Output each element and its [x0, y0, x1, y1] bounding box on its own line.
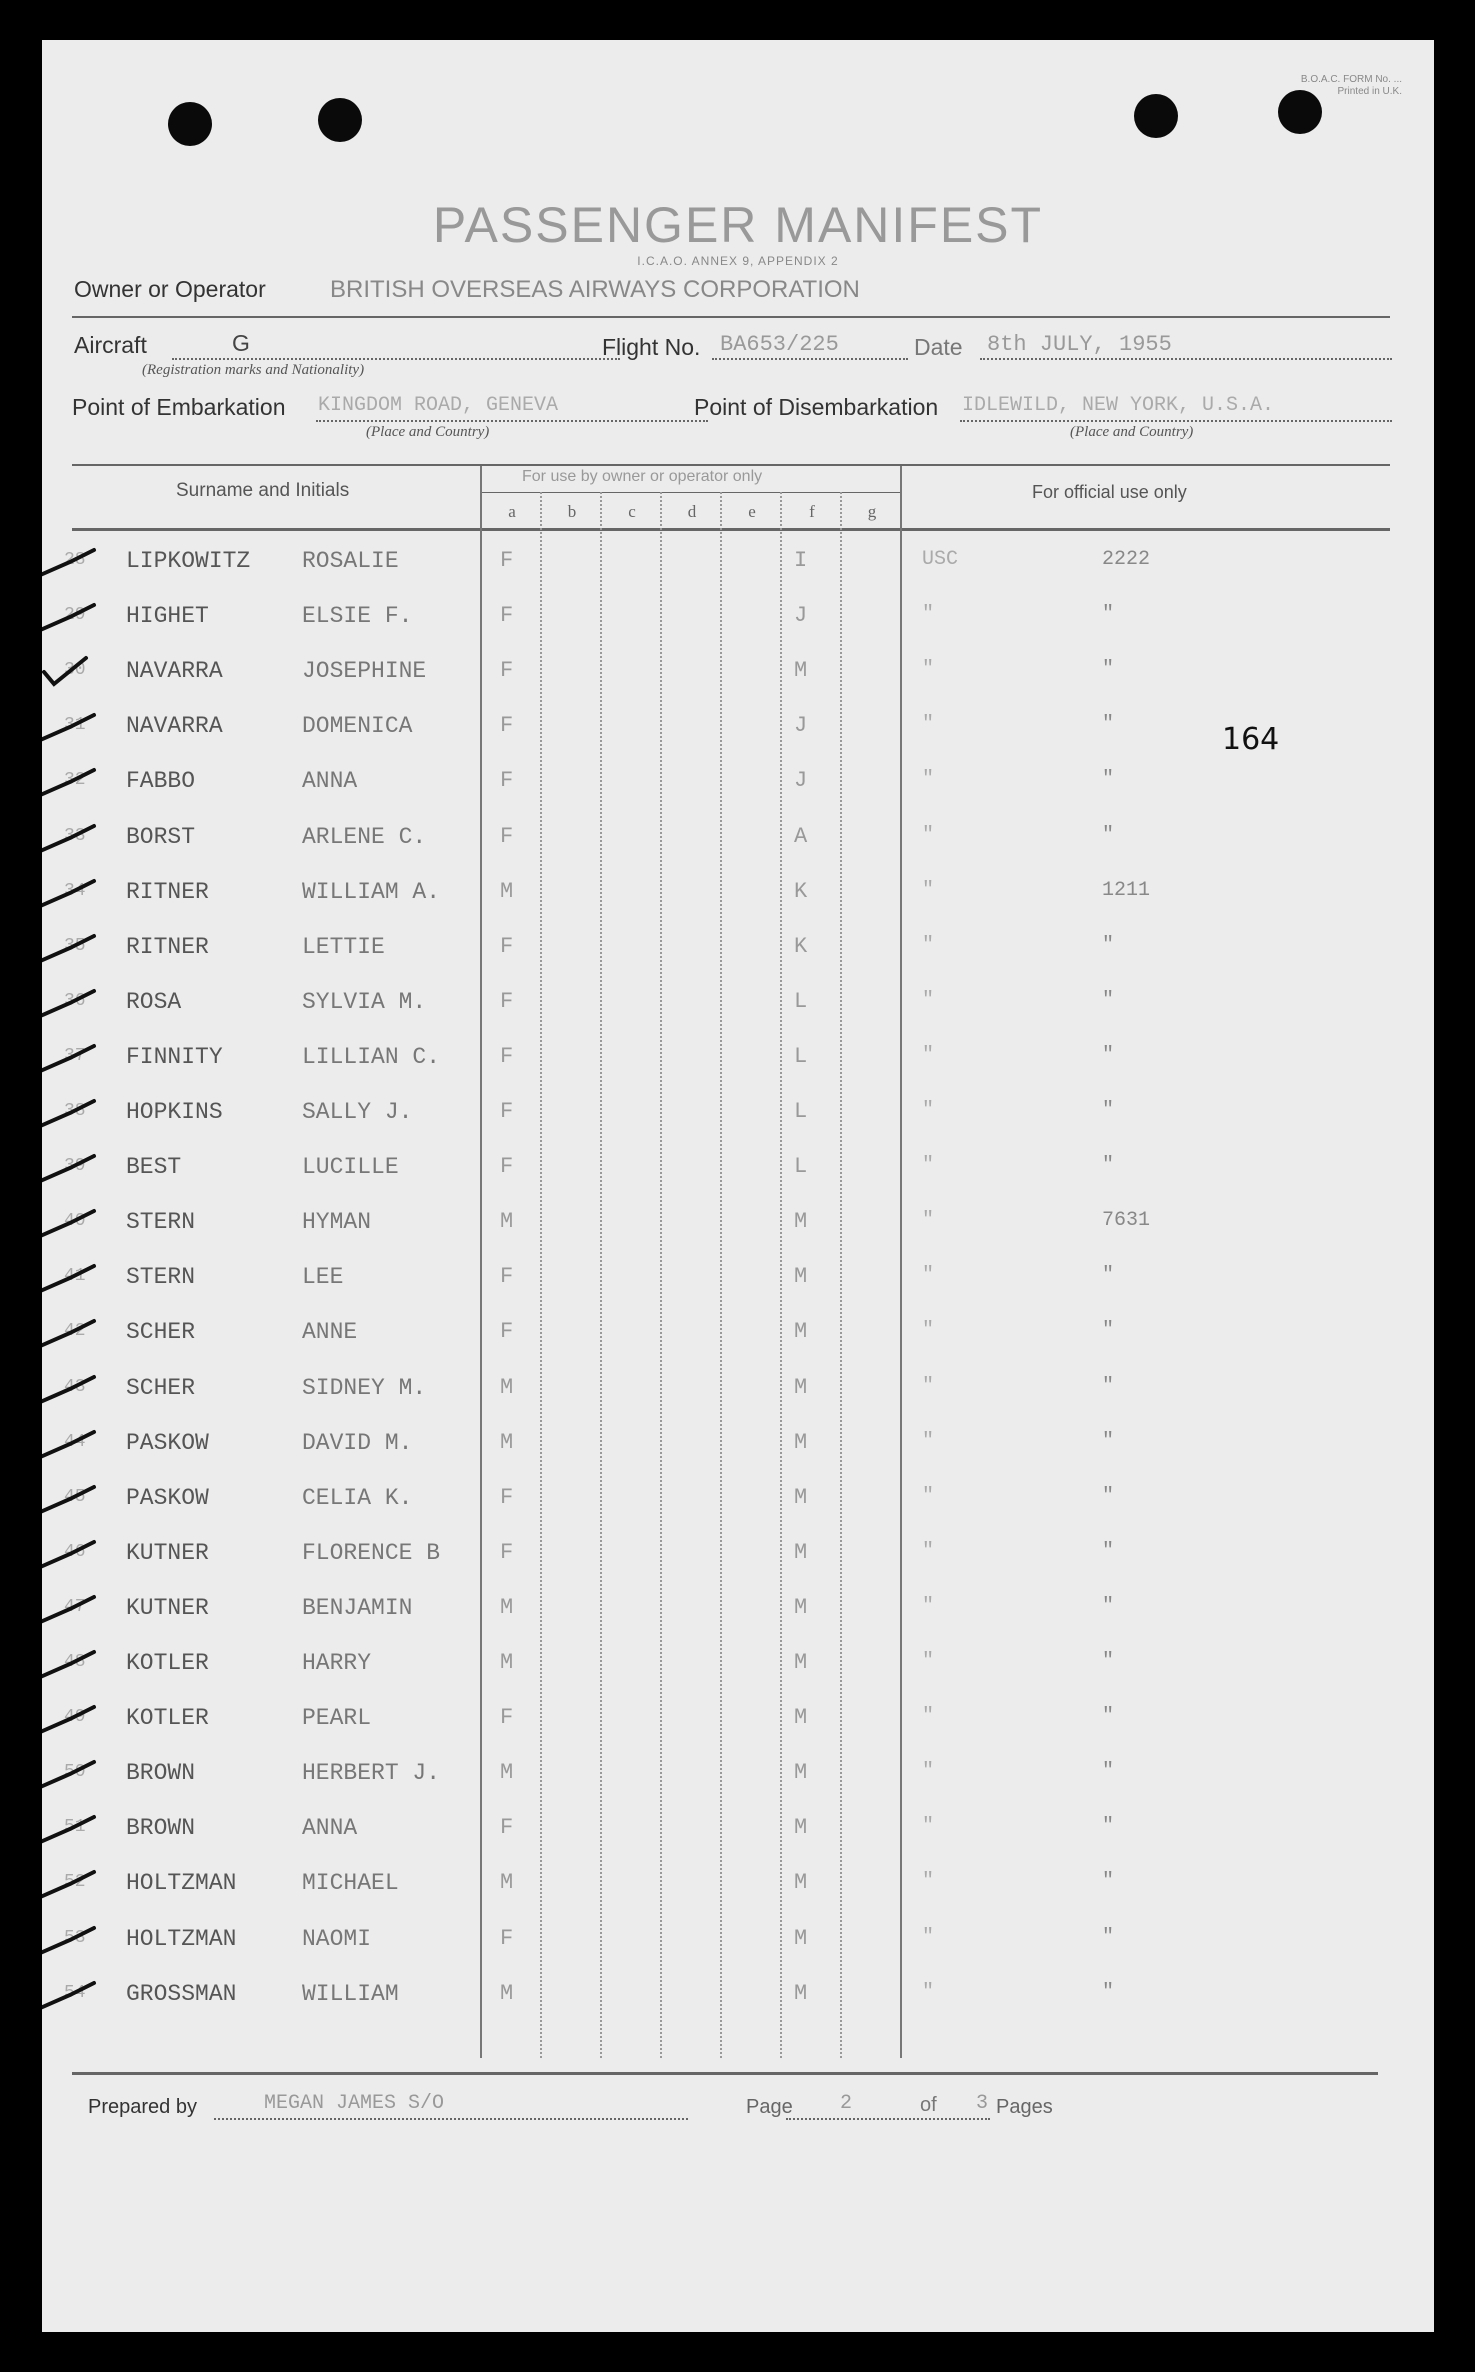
page-title: PASSENGER MANIFEST: [432, 197, 1044, 253]
official-code-2: ": [1102, 1870, 1115, 1894]
disembark-label: Point of Disembarkation: [694, 394, 939, 420]
passenger-sex: F: [500, 1539, 514, 1565]
passenger-class-f: M: [794, 1429, 808, 1455]
aircraft-rule: [172, 358, 620, 360]
passenger-surname: FINNITY: [126, 1043, 223, 1070]
official-code-2: ": [1102, 1374, 1115, 1398]
check-mark-icon: [42, 1589, 100, 1629]
passenger-class-f: M: [794, 1650, 808, 1675]
table-row: [42, 1252, 1434, 1307]
passenger-initials: JOSEPHINE: [302, 658, 427, 685]
passenger-surname: STERN: [126, 1264, 196, 1291]
col-owner-header: For use by owner or operator only: [522, 468, 763, 485]
passenger-sex: F: [500, 1319, 514, 1345]
row-number: 46: [64, 1541, 86, 1562]
passenger-surname: BORST: [126, 823, 196, 850]
table-row: [42, 1307, 1434, 1362]
official-code-1: USC: [922, 548, 959, 571]
check-mark-icon: [42, 1148, 100, 1188]
official-code-1: ": [922, 768, 935, 792]
passenger-class-f: M: [794, 1760, 808, 1786]
passenger-initials: SIDNEY M.: [302, 1374, 427, 1401]
passenger-initials: HERBERT J.: [302, 1760, 441, 1787]
official-code-1: ": [922, 1539, 935, 1563]
official-code-2: ": [1102, 1815, 1115, 1839]
official-code-1: ": [922, 878, 935, 902]
check-mark-icon: [42, 1644, 100, 1684]
pages-label: Pages: [996, 2096, 1053, 2118]
passenger-surname: RITNER: [126, 878, 209, 905]
passenger-surname: FABBO: [126, 768, 196, 795]
row-number: 29: [64, 605, 86, 626]
passenger-initials: BENJAMIN: [302, 1594, 413, 1621]
row-number: 48: [64, 1652, 86, 1672]
official-code-1: ": [922, 603, 935, 627]
row-number: 43: [64, 1376, 86, 1397]
punch-hole-3: [1134, 94, 1178, 138]
official-code-1: ": [922, 1374, 935, 1398]
passenger-class-f: L: [794, 988, 808, 1014]
passenger-sex: F: [500, 1705, 514, 1731]
passenger-surname: NAVARRA: [126, 713, 223, 740]
passenger-initials: WILLIAM: [302, 1980, 399, 2007]
passenger-surname: KUTNER: [126, 1539, 209, 1566]
prepared-rule: [214, 2118, 688, 2120]
passenger-sex: F: [500, 1264, 514, 1290]
table-row: [42, 1803, 1434, 1858]
official-code-1: ": [922, 1154, 935, 1178]
passenger-surname: GROSSMAN: [126, 1980, 237, 2007]
official-code-1: ": [922, 1319, 935, 1343]
passenger-sex: F: [500, 713, 514, 739]
row-number: 39: [64, 1156, 86, 1177]
passenger-initials: PEARL: [302, 1705, 372, 1732]
table-row: [42, 1473, 1434, 1528]
aircraft-sub: (Registration marks and Nationality): [142, 362, 365, 378]
table-row: [42, 1583, 1434, 1638]
row-number: 35: [64, 935, 86, 956]
passenger-class-f: K: [794, 933, 808, 959]
passenger-initials: SYLVIA M.: [302, 988, 427, 1015]
date-value: 8th JULY, 1955: [987, 332, 1172, 357]
aircraft-label: Aircraft: [74, 332, 147, 358]
row-number: 47: [64, 1596, 86, 1617]
official-code-1: ": [922, 1429, 935, 1453]
table-row: [42, 756, 1434, 811]
table-row: [42, 1914, 1434, 1969]
check-mark-icon: [42, 1864, 100, 1904]
check-mark-icon: [42, 983, 100, 1023]
official-code-2: ": [1102, 1925, 1115, 1949]
passenger-initials: LEE: [302, 1264, 344, 1291]
passenger-initials: SALLY J.: [302, 1099, 413, 1125]
row-number: 30: [64, 660, 86, 681]
margin-note: 164: [1222, 722, 1280, 757]
check-mark-icon: [42, 1975, 100, 2015]
table-row: [42, 1418, 1434, 1473]
row-number: 42: [64, 1321, 86, 1342]
passenger-surname: NAVARRA: [126, 658, 223, 685]
passenger-initials: ANNA: [302, 768, 358, 795]
passenger-surname: PASKOW: [126, 1429, 209, 1456]
passenger-class-f: L: [794, 1043, 808, 1069]
passenger-surname: HOPKINS: [126, 1099, 223, 1125]
official-code-2: ": [1102, 603, 1115, 627]
row-number: 34: [64, 880, 86, 901]
check-mark-icon: [42, 1369, 100, 1409]
row-number: 36: [64, 990, 86, 1011]
official-code-1: ": [922, 1760, 935, 1784]
check-mark-icon: [42, 1203, 100, 1243]
passenger-class-f: M: [794, 1374, 808, 1400]
check-mark-icon: [42, 1258, 100, 1298]
official-code-2: ": [1102, 1319, 1115, 1343]
table-row: [42, 1142, 1434, 1197]
official-code-2: ": [1102, 768, 1115, 792]
check-mark-icon: [42, 1699, 100, 1739]
col-surname-header: Surname and Initials: [176, 480, 350, 501]
check-mark-icon: [42, 597, 100, 637]
row-number: 33: [64, 825, 86, 846]
passenger-initials: ELSIE F.: [302, 603, 413, 630]
owner-rule: [72, 316, 1390, 318]
official-code-2: ": [1102, 1043, 1115, 1067]
table-row: [42, 922, 1434, 977]
passenger-initials: MICHAEL: [302, 1870, 399, 1897]
passenger-initials: HARRY: [302, 1650, 372, 1676]
aircraft-value: G: [232, 330, 250, 356]
table-row: [42, 1032, 1434, 1087]
row-number: 28: [64, 550, 86, 570]
col-official-header: For official use only: [1032, 482, 1187, 502]
embark-sub: (Place and Country): [366, 424, 490, 440]
passenger-sex: F: [500, 603, 514, 629]
official-code-2: ": [1102, 988, 1115, 1012]
owner-label: Owner or Operator: [74, 276, 266, 302]
of-label: of: [920, 2094, 937, 2116]
passenger-initials: LUCILLE: [302, 1154, 399, 1181]
passenger-sex: F: [500, 988, 514, 1014]
passenger-initials: HYMAN: [302, 1209, 372, 1236]
check-mark-icon: [42, 762, 100, 802]
passenger-sex: F: [500, 933, 514, 959]
table-row: [42, 591, 1434, 646]
passenger-sex: M: [500, 1870, 514, 1896]
row-number: 51: [64, 1817, 86, 1838]
passenger-class-f: M: [794, 1484, 808, 1510]
check-mark-icon: [42, 1809, 100, 1849]
page-label: Page: [746, 2096, 793, 2118]
row-number: 52: [64, 1872, 86, 1893]
official-code-1: ": [922, 1925, 935, 1949]
row-number: 32: [64, 770, 86, 791]
official-code-1: ": [922, 1705, 935, 1729]
check-mark-icon: [42, 542, 100, 582]
check-mark-icon: [42, 1424, 100, 1464]
official-code-2: ": [1102, 713, 1115, 737]
passenger-class-f: K: [794, 878, 808, 904]
passenger-surname: RITNER: [126, 933, 209, 960]
passenger-sex: M: [500, 1980, 514, 2006]
passenger-surname: KOTLER: [126, 1705, 209, 1732]
row-number: 53: [64, 1927, 86, 1948]
prepared-value: MEGAN JAMES S/O: [264, 2092, 445, 2115]
official-code-2: ": [1102, 658, 1115, 682]
embark-value: KINGDOM ROAD, GENEVA: [318, 394, 559, 417]
passenger-class-f: M: [794, 1209, 808, 1235]
table-row: [42, 977, 1434, 1032]
passenger-class-f: J: [794, 768, 808, 794]
form-number-text: B.O.A.C. FORM No. ...: [1300, 74, 1402, 85]
manifest-page: [42, 40, 1434, 2332]
table-row: [42, 1528, 1434, 1583]
punch-hole-2: [318, 98, 362, 142]
passenger-surname: HOLTZMAN: [126, 1925, 237, 1952]
row-number: 44: [64, 1431, 86, 1452]
official-code-2: ": [1102, 1429, 1115, 1453]
passenger-class-f: J: [794, 713, 808, 739]
passenger-sex: M: [500, 878, 514, 904]
passenger-initials: DOMENICA: [302, 713, 413, 740]
check-mark-icon: [42, 1313, 100, 1353]
row-number: 31: [64, 715, 86, 736]
row-number: 50: [64, 1762, 86, 1783]
passenger-initials: ANNE: [302, 1319, 358, 1346]
passenger-sex: M: [500, 1429, 514, 1455]
official-code-2: ": [1102, 1154, 1115, 1178]
passenger-initials: ANNA: [302, 1815, 358, 1842]
passenger-initials: ROSALIE: [302, 548, 399, 574]
passenger-class-f: L: [794, 1154, 808, 1180]
passenger-sex: F: [500, 823, 514, 849]
passenger-class-f: J: [794, 603, 808, 629]
flight-value: BA653/225: [720, 332, 839, 357]
passenger-class-f: L: [794, 1099, 808, 1124]
official-code-1: ": [922, 1209, 935, 1233]
table-row: [42, 536, 1434, 591]
passenger-surname: LIPKOWITZ: [126, 548, 251, 574]
official-code-2: ": [1102, 1650, 1115, 1673]
official-code-2: ": [1102, 1980, 1115, 2004]
table-row: [42, 1693, 1434, 1748]
official-code-2: ": [1102, 823, 1115, 847]
embark-label: Point of Embarkation: [72, 394, 286, 420]
passenger-class-f: M: [794, 1980, 808, 2006]
passenger-surname: KUTNER: [126, 1594, 209, 1621]
official-code-2: ": [1102, 1594, 1115, 1618]
passenger-class-f: M: [794, 1705, 808, 1731]
passenger-initials: LILLIAN C.: [302, 1043, 441, 1070]
row-number: 37: [64, 1045, 86, 1066]
pages-value: 3: [976, 2092, 989, 2115]
passenger-class-f: M: [794, 658, 808, 684]
passenger-surname: PASKOW: [126, 1484, 209, 1511]
passenger-sex: F: [500, 548, 514, 573]
table-row: [42, 812, 1434, 867]
passenger-class-f: I: [794, 548, 808, 573]
check-mark-icon: [42, 1038, 100, 1078]
table-top-rule: [72, 464, 1390, 466]
table-row: [42, 1087, 1434, 1142]
passenger-sex: F: [500, 768, 514, 794]
passenger-surname: HIGHET: [126, 603, 209, 630]
official-code-2: 2222: [1102, 548, 1151, 571]
passenger-surname: SCHER: [126, 1374, 196, 1401]
subcol-a: a: [508, 502, 516, 521]
official-code-2: 1211: [1102, 878, 1151, 902]
form-number: [1162, 74, 1402, 98]
table-row: [42, 1363, 1434, 1418]
passenger-sex: M: [500, 1760, 514, 1786]
check-mark-icon: [42, 1754, 100, 1794]
disembark-value: IDLEWILD, NEW YORK, U.S.A.: [962, 394, 1275, 417]
passenger-initials: NAOMI: [302, 1925, 372, 1952]
passenger-initials: WILLIAM A.: [302, 878, 441, 905]
passenger-surname: BROWN: [126, 1760, 196, 1787]
passenger-sex: M: [500, 1374, 514, 1400]
official-code-1: ": [922, 713, 935, 737]
flight-rule: [712, 358, 908, 360]
table-row: [42, 1638, 1434, 1693]
passenger-class-f: M: [794, 1539, 808, 1565]
prepared-label: Prepared by: [88, 2096, 197, 2118]
date-rule: [980, 358, 1392, 360]
embark-rule: [316, 420, 708, 422]
printed-note: Printed in U.K.: [1337, 86, 1402, 97]
official-code-1: ": [922, 1870, 935, 1894]
subcol-e: e: [748, 502, 756, 521]
table-row: [42, 646, 1434, 701]
official-code-1: ": [922, 823, 935, 847]
passenger-initials: LETTIE: [302, 933, 385, 960]
passenger-initials: CELIA K.: [302, 1484, 413, 1511]
check-mark-icon: [42, 707, 100, 747]
date-label: Date: [914, 334, 963, 360]
official-code-1: ": [922, 1099, 935, 1122]
table-row: [42, 1969, 1434, 2024]
passenger-class-f: M: [794, 1594, 808, 1620]
table-bottom-rule: [72, 2072, 1378, 2075]
passenger-sex: F: [500, 1815, 514, 1841]
passenger-sex: M: [500, 1594, 514, 1620]
page-value: 2: [840, 2092, 853, 2115]
check-mark-icon: [42, 818, 100, 858]
official-code-1: ": [922, 658, 935, 682]
passenger-class-f: M: [794, 1815, 808, 1841]
row-number: 45: [64, 1486, 86, 1507]
passenger-surname: HOLTZMAN: [126, 1870, 237, 1897]
passenger-class-f: M: [794, 1870, 808, 1896]
check-mark-icon: [42, 652, 100, 692]
official-code-1: ": [922, 1264, 935, 1288]
row-number: 54: [64, 1982, 86, 2003]
passenger-class-f: A: [794, 823, 808, 849]
check-mark-icon: [42, 1093, 100, 1133]
passenger-class-f: M: [794, 1925, 808, 1951]
passenger-sex: M: [500, 1650, 514, 1675]
passenger-sex: F: [500, 658, 514, 684]
passenger-class-f: M: [794, 1264, 808, 1290]
official-code-2: ": [1102, 1760, 1115, 1784]
check-mark-icon: [42, 1920, 100, 1960]
official-code-2: ": [1102, 1099, 1115, 1122]
check-mark-icon: [42, 1534, 100, 1574]
official-code-1: ": [922, 1980, 935, 2004]
disembark-rule: [960, 420, 1392, 422]
check-mark-icon: [42, 1479, 100, 1519]
owner-value: BRITISH OVERSEAS AIRWAYS CORPORATION: [330, 276, 860, 303]
row-number: 40: [64, 1211, 86, 1232]
passenger-surname: KOTLER: [126, 1650, 209, 1676]
check-mark-icon: [42, 928, 100, 968]
passenger-surname: ROSA: [126, 988, 182, 1015]
passenger-sex: M: [500, 1209, 514, 1235]
punch-hole-1: [168, 102, 212, 146]
official-code-2: ": [1102, 1484, 1115, 1508]
passenger-surname: SCHER: [126, 1319, 196, 1346]
passenger-initials: FLORENCE B: [302, 1539, 441, 1566]
official-code-2: ": [1102, 933, 1115, 957]
table-row: [42, 1748, 1434, 1803]
passenger-class-f: M: [794, 1319, 808, 1345]
passenger-sex: F: [500, 1043, 514, 1069]
official-code-2: 7631: [1102, 1209, 1151, 1233]
subcol-f: f: [809, 502, 815, 521]
passenger-initials: ARLENE C.: [302, 823, 427, 850]
table-row: [42, 867, 1434, 922]
page-subtitle: I.C.A.O. ANNEX 9, APPENDIX 2: [637, 254, 839, 268]
official-code-1: ": [922, 1594, 935, 1618]
disembark-sub: (Place and Country): [1070, 424, 1194, 440]
official-code-1: ": [922, 1043, 935, 1067]
subcol-b: b: [567, 502, 577, 521]
subcol-g: g: [867, 502, 877, 521]
official-code-1: ": [922, 1650, 935, 1673]
passenger-surname: BROWN: [126, 1815, 196, 1842]
check-mark-icon: [42, 873, 100, 913]
official-code-2: ": [1102, 1705, 1115, 1729]
row-number: 38: [64, 1101, 86, 1121]
table-row: [42, 1858, 1434, 1913]
passenger-sex: F: [500, 1484, 514, 1510]
subcol-d: d: [687, 502, 697, 521]
passenger-sex: F: [500, 1925, 514, 1951]
flight-label: Flight No.: [602, 334, 701, 360]
official-code-2: ": [1102, 1264, 1115, 1288]
subcol-c: c: [628, 502, 636, 521]
table-row: [42, 1197, 1434, 1252]
official-code-1: ": [922, 1484, 935, 1508]
subcol-rule: [480, 492, 900, 493]
row-number: 49: [64, 1707, 86, 1728]
passenger-surname: STERN: [126, 1209, 196, 1236]
official-code-1: ": [922, 988, 935, 1012]
official-code-1: ": [922, 933, 935, 957]
page-rule: [786, 2118, 990, 2120]
official-code-1: ": [922, 1815, 935, 1839]
header-bottom-rule: [72, 528, 1390, 531]
row-number: 41: [64, 1266, 86, 1287]
passenger-sex: F: [500, 1099, 514, 1124]
official-code-2: ": [1102, 1539, 1115, 1563]
passenger-sex: F: [500, 1154, 514, 1180]
passenger-surname: BEST: [126, 1154, 182, 1181]
passenger-initials: DAVID M.: [302, 1429, 413, 1456]
